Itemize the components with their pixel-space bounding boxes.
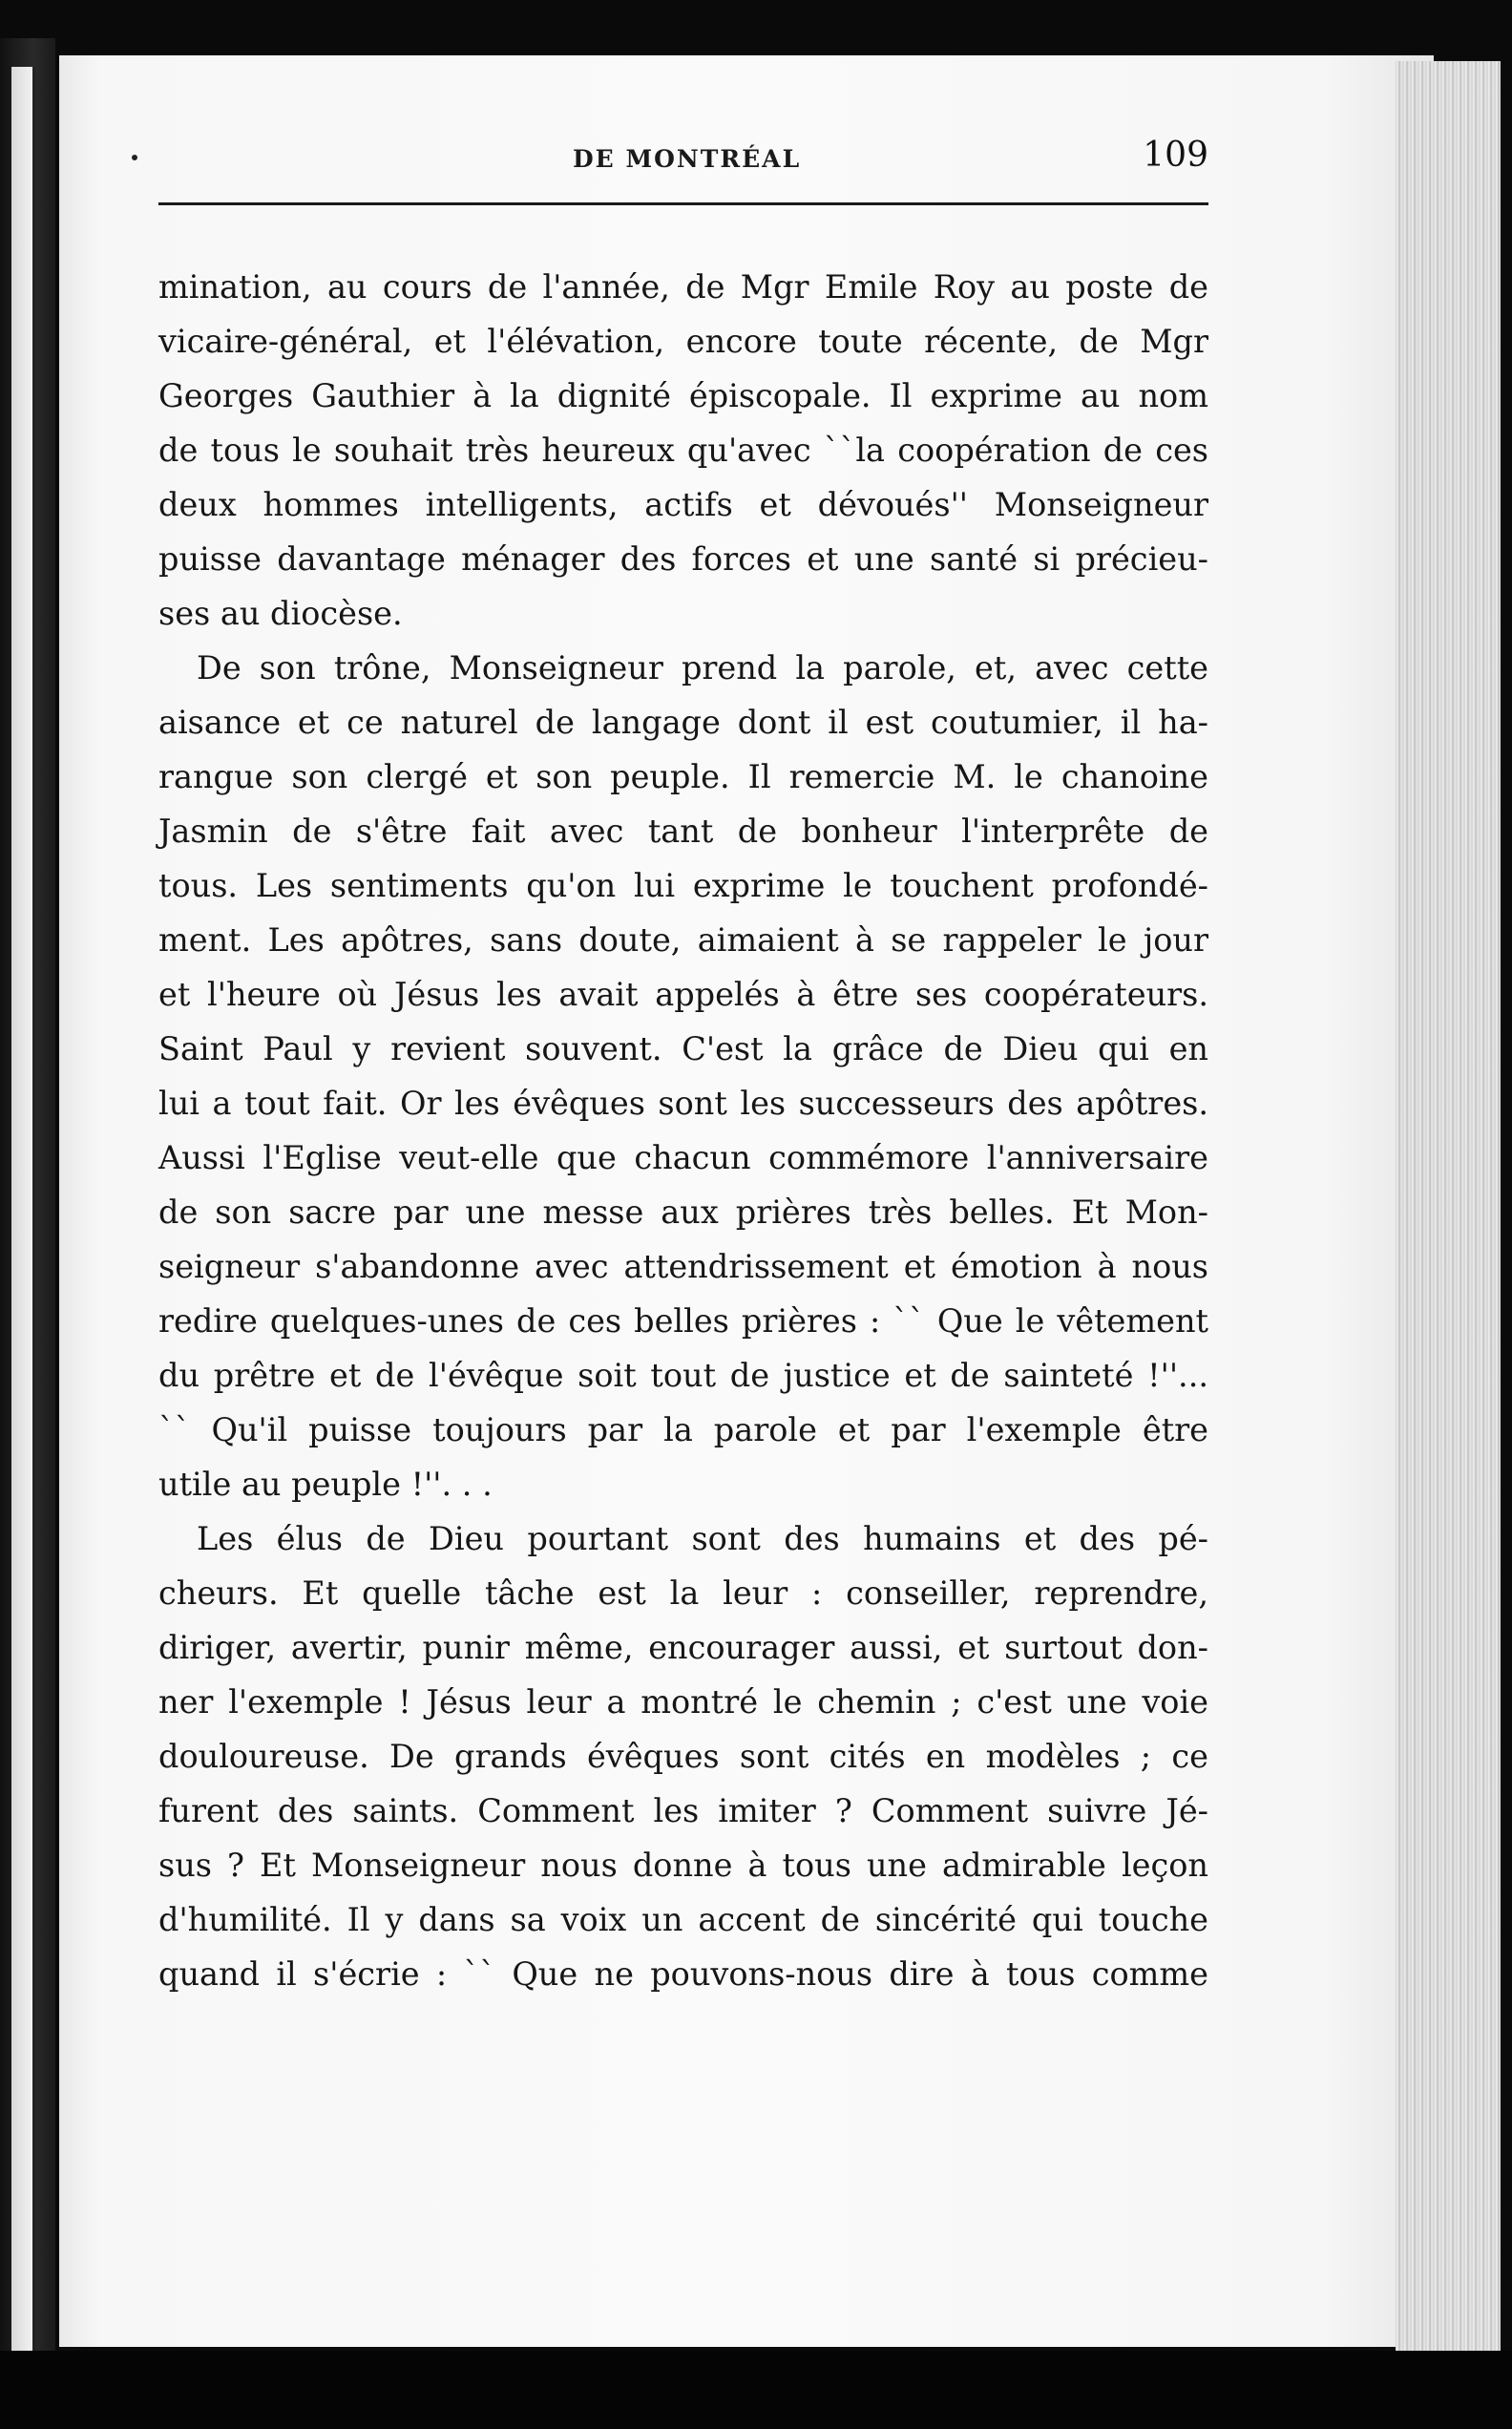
text-line: rangue son clergé et son peuple. Il remercie M. le chanoine (158, 758, 1208, 795)
text-line: Georges Gauthier à la dignité épiscopale. Il exprime au nom (158, 377, 1208, 414)
text-line: diriger, avertir, punir même, encourager aussi, et surtout don- (158, 1629, 1208, 1666)
text-line: redire quelques-unes de ces belles prières : `` Que le vêtement (158, 1302, 1208, 1340)
text-line: lui a tout fait. Or les évêques sont les successeurs des apôtres. (158, 1085, 1208, 1122)
text-line: Les élus de Dieu pourtant sont des humains et des pé- (197, 1520, 1208, 1557)
text-line: furent des saints. Comment les imiter ? Comment suivre Jé- (158, 1792, 1208, 1829)
running-title: DE MONTRÉAL (573, 145, 802, 173)
text-line: Saint Paul y revient souvent. C'est la grâce de Dieu qui en (158, 1030, 1208, 1067)
text-line: mination, au cours de l'année, de Mgr Emile Roy au poste de (158, 268, 1208, 306)
text-line: d'humilité. Il y dans sa voix un accent de sincérité qui touche (158, 1901, 1208, 1938)
text-line: seigneur s'abandonne avec attendrissement et émotion à nous (158, 1248, 1208, 1285)
text-line: sus ? Et Monseigneur nous donne à tous une admirable leçon (158, 1847, 1208, 1884)
text-line: tous. Les sentiments qu'on lui exprime le touchent profondé- (158, 867, 1208, 904)
running-header (158, 136, 1208, 208)
text-line: Aussi l'Eglise veut-elle que chacun commémore l'anniversaire (158, 1139, 1208, 1176)
text-line: vicaire-général, et l'élévation, encore toute récente, de Mgr (158, 323, 1208, 360)
page-block-edges (1396, 61, 1501, 2353)
text-line: deux hommes intelligents, actifs et dévoués'' Monseigneur (158, 486, 1208, 523)
text-line: cheurs. Et quelle tâche est la leur : conseiller, reprendre, (158, 1574, 1208, 1612)
scan-bottom-border (0, 2351, 1512, 2429)
header-mark (132, 155, 137, 160)
text-line: De son trône, Monseigneur prend la parole, et, avec cette (197, 649, 1208, 686)
text-line: et l'heure où Jésus les avait appelés à être ses coopérateurs. (158, 976, 1208, 1013)
page-number: 109 (1143, 136, 1208, 175)
body-text (158, 260, 1208, 2001)
text-line: de tous le souhait très heureux qu'avec ``la coopération de ces (158, 432, 1208, 469)
text-line: aisance et ce naturel de langage dont il est coutumier, il ha- (158, 704, 1208, 741)
text-line: Jasmin de s'être fait avec tant de bonheur l'interprête de (158, 813, 1208, 850)
text-line: de son sacre par une messe aux prières très belles. Et Mon- (158, 1193, 1208, 1231)
text-line: puisse davantage ménager des forces et une santé si précieu- (158, 540, 1208, 578)
text-line: du prêtre et de l'évêque soit tout de justice et de sainteté !''... (158, 1357, 1208, 1394)
facing-page-edge (11, 67, 35, 2377)
header-rule (158, 202, 1208, 205)
text-line: utile au peuple !''. . . (158, 1466, 493, 1503)
text-line: ner l'exemple ! Jésus leur a montré le chemin ; c'est une voie (158, 1683, 1208, 1721)
text-line: `` Qu'il puisse toujours par la parole et par l'exemple être (158, 1411, 1208, 1448)
text-line: ses au diocèse. (158, 595, 403, 632)
text-line: douloureuse. De grands évêques sont cités en modèles ; ce (158, 1738, 1208, 1775)
text-line: quand il s'écrie : `` Que ne pouvons-nous dire à tous comme (158, 1955, 1208, 1993)
text-line: ment. Les apôtres, sans doute, aimaient à se rappeler le jour (158, 921, 1208, 959)
